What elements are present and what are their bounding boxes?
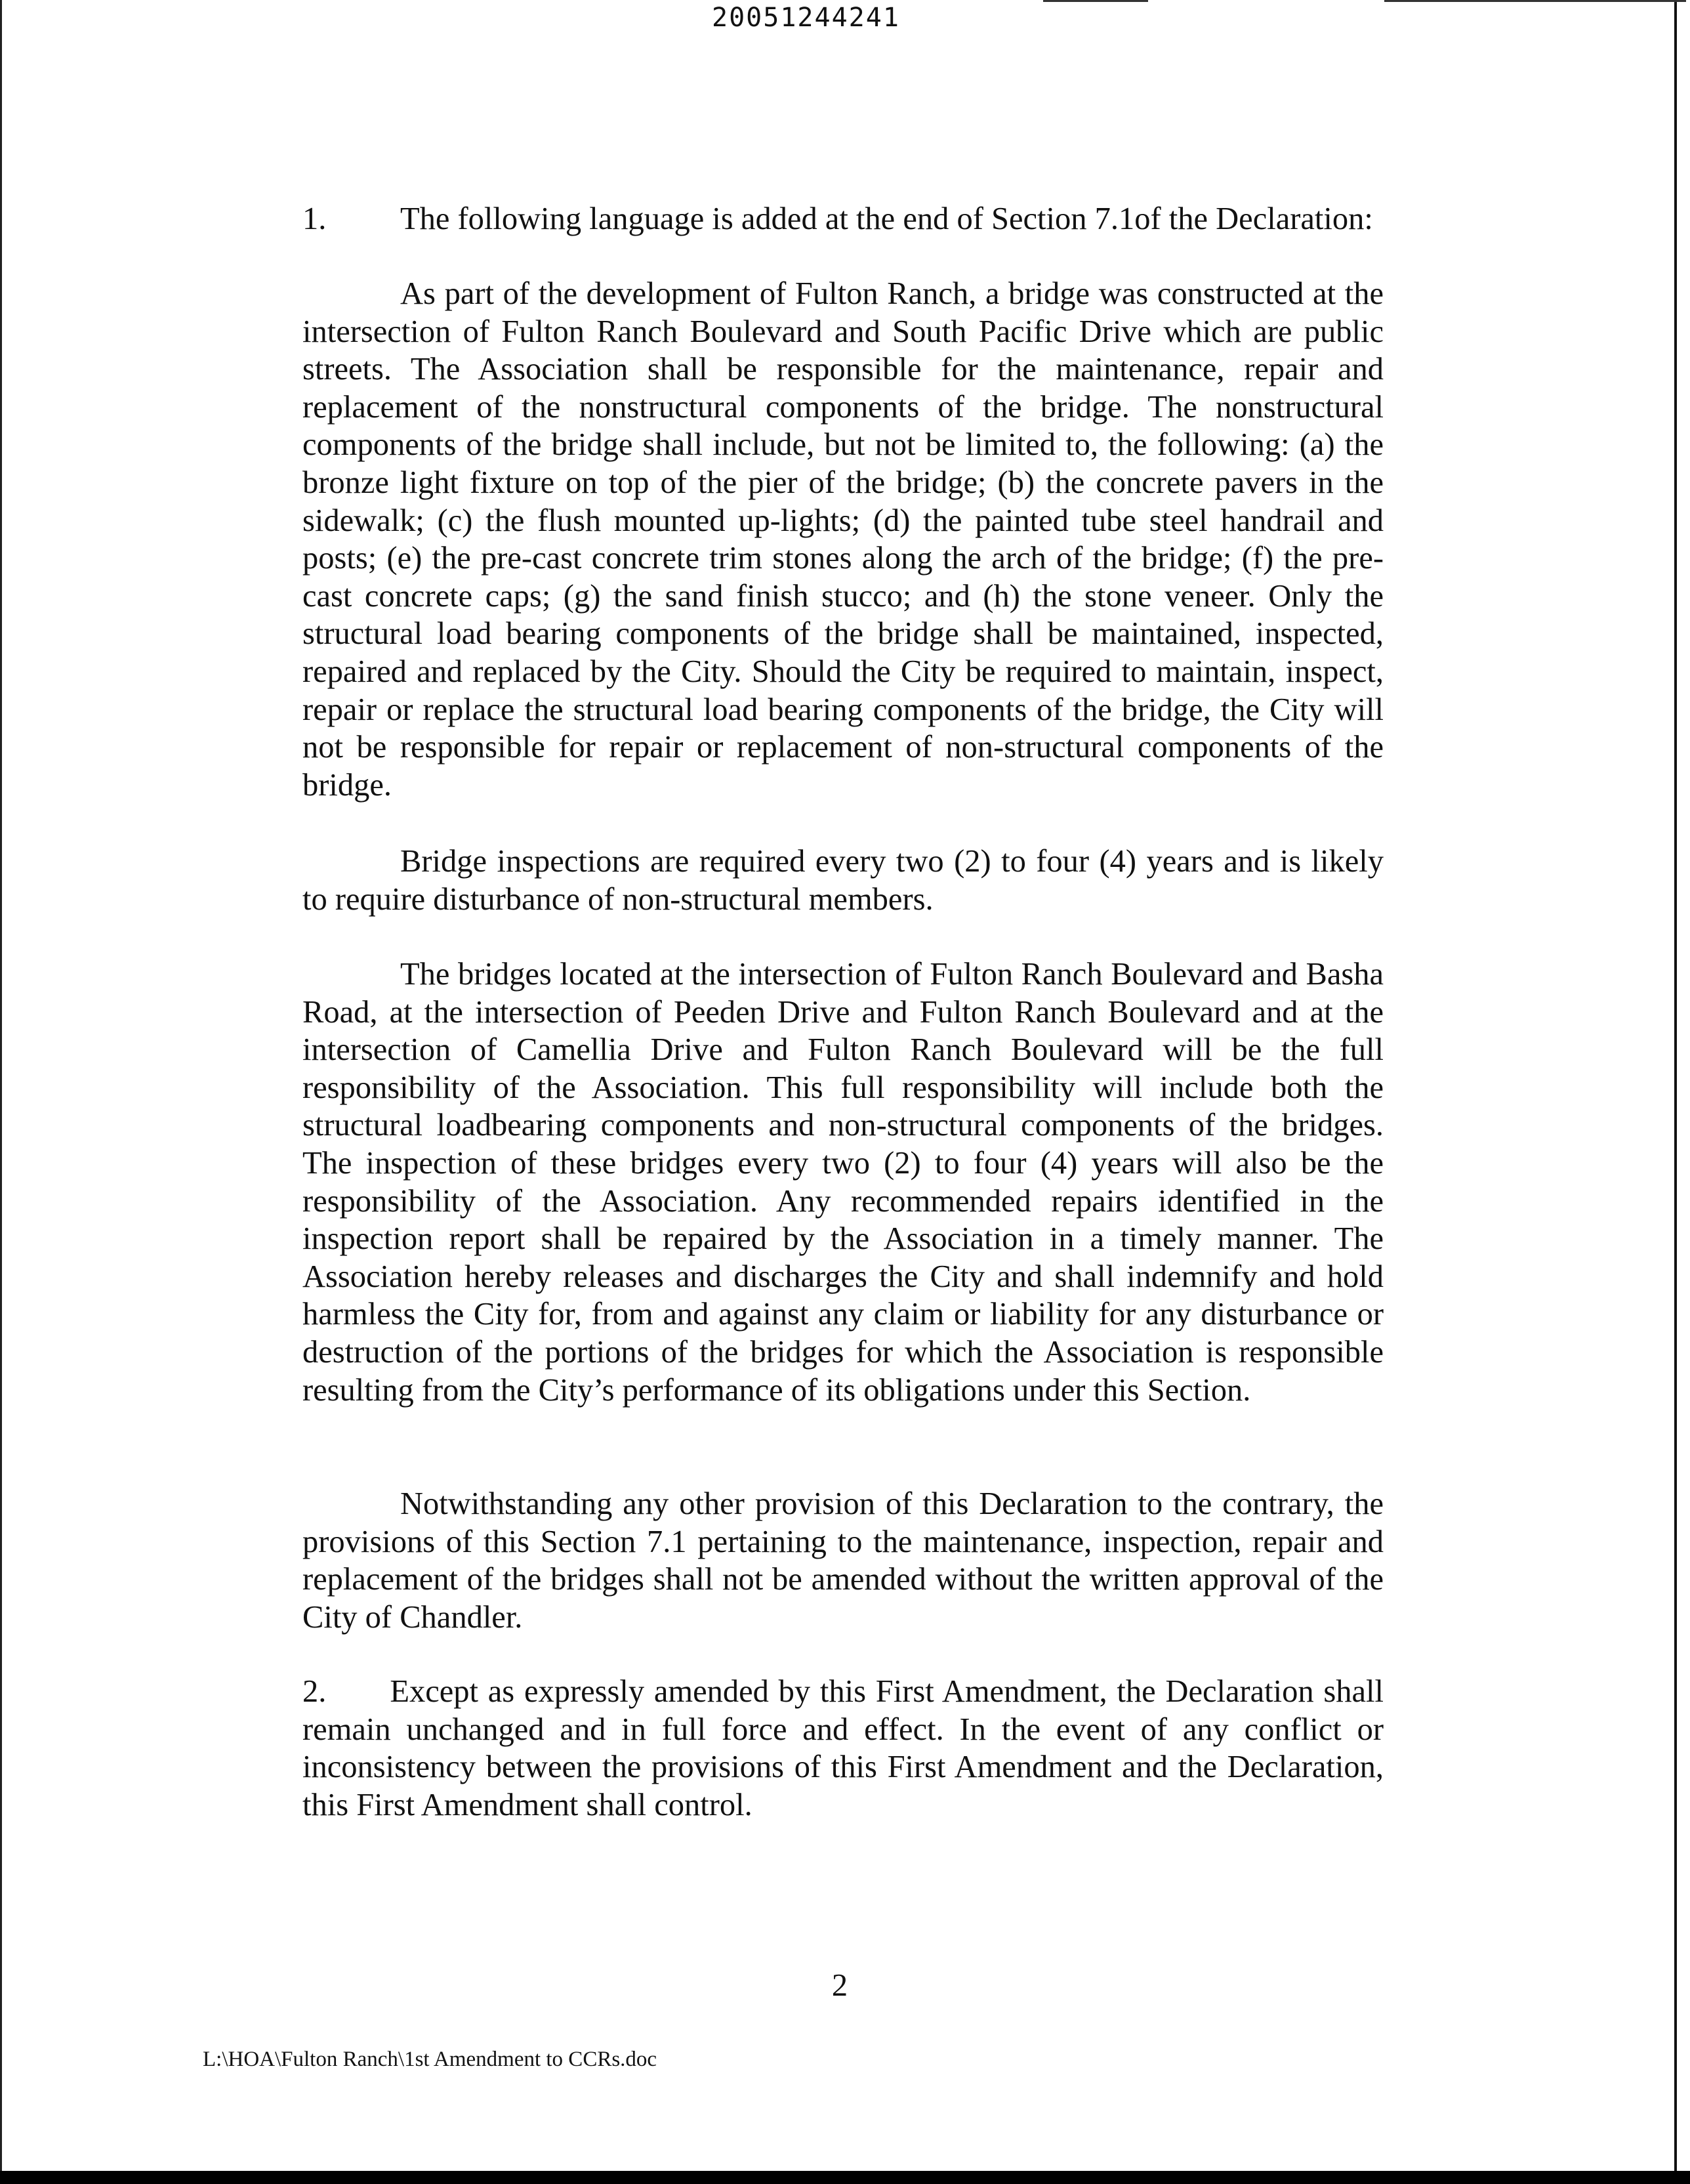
paragraph-bridge-inspections: Bridge inspections are required every two (2) to four (4) years and is likely to require disturbance of non-structural members. <box>302 844 1384 917</box>
amendment-item-2 <box>302 1673 1384 1824</box>
scan-mark-top-right <box>1384 0 1686 2</box>
paragraph-notwithstanding: Notwithstanding any other provision of this Declaration to the contrary, the provisions of this Section 7.1 pertaining to the maintenance, inspection, repair and replacement of the bridges shall not be amended without the written approval of the City of Chandler. <box>302 1486 1384 1635</box>
page-number: 2 <box>831 1968 848 2003</box>
scan-mark-top <box>1043 0 1148 2</box>
amendment-item-1 <box>302 200 1418 238</box>
item-1-number: 1. <box>302 201 327 236</box>
scan-edge-right <box>1674 0 1677 2171</box>
scan-edge-left <box>0 0 2 2171</box>
file-path-footer: L:\HOA\Fulton Ranch\1st Amendment to CCRs.doc <box>203 2048 657 2071</box>
item-2-number: 2. <box>302 1674 327 1709</box>
paragraph-association-bridges: The bridges located at the intersection of Fulton Ranch Boulevard and Basha Road, at the intersection of Peeden Drive and Fulton Ranch Boulevard and at the intersection of Camellia Drive and Fulton Ranch Boulevard will be the full responsibility of the Association. This full responsibility will include both the structural loadbearing components and non-structural components of the bridges. The inspection of these bridges every two (2) to four (4) years will also be the responsibility of the Association. Any recommended repairs identified in the inspection report shall be repaired by the Association in a timely manner. The Association hereby releases and discharges the City and shall indemnify and hold harmless the City for, from and against any claim or liability for any disturbance or destruction of the portions of the bridges for which the Association is responsible resulting from the City’s performance of its obligations under this Section. <box>302 957 1384 1408</box>
item-2-text: Except as expressly amended by this First Amendment, the Declaration shall remain unchanged and in full force and effect. In the event of any conflict or inconsistency between the provisions of this First Amendment and the Declaration, this First Amendment shall control. <box>302 1674 1384 1822</box>
document-number: 20051244241 <box>712 3 900 33</box>
paragraph-bridge-maintenance: As part of the development of Fulton Ranch, a bridge was constructed at the intersection of Fulton Ranch Boulevard and South Pacific Drive which are public streets. The Association shall be responsible for the maintenance, repair and replacement of the nonstructural components of the bridge. The nonstructural components of the bridge shall include, but not be limited to, the following: (a) the bronze light fixture on top of the pier of the bridge; (b) the concrete pavers in the sidewalk; (c) the flush mounted up-lights; (d) the painted tube steel handrail and posts; (e) the pre-cast concrete trim stones along the arch of the bridge; (f) the pre-cast concrete caps; (g) the sand finish stucco; and (h) the stone veneer. Only the structural load bearing components of the bridge shall be maintained, inspected, repaired and replaced by the City. Should the City be required to maintain, inspect, repair or replace the structural load bearing components of the bridge, the City will not be responsible for repair or replacement of non-structural components of the bridge. <box>302 276 1384 803</box>
item-1-text: The following language is added at the end of Section 7.1of the Declaration: <box>400 201 1373 236</box>
scan-edge-bottom <box>0 2171 1690 2184</box>
